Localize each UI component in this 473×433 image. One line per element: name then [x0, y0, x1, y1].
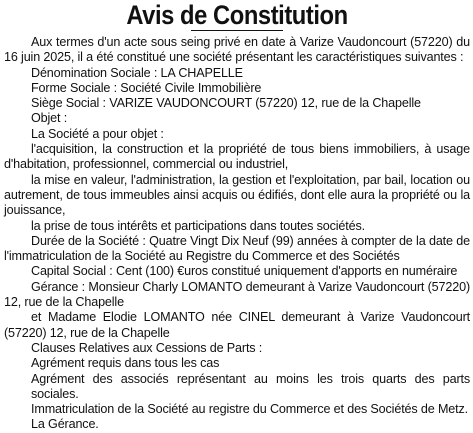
purpose-item: la prise de tous intérêts et participations dans toutes sociétés.	[31, 218, 365, 233]
transfer-clauses-heading: Clauses Relatives aux Cessions de Parts :	[31, 340, 263, 355]
registration-line: Immatriculation de la Société au registre du Commerce et des Sociétés de Metz.	[31, 402, 468, 417]
intro-paragraph: Aux termes d'un acte sous seing privé en date à Varize Vaudoncourt (57220) du 16 juin 2025, il a été constitué une société présentant les caractéristiques suivantes :	[4, 35, 470, 65]
legal-notice	[4, 0, 470, 433]
purpose-item: l'acquisition, la construction et la propriété de tous biens immobiliers, à usage d'habitation, professionnel, commercial ou industriel,	[4, 142, 470, 172]
approval-line: Agrément requis dans tous les cas	[31, 356, 220, 371]
duration-paragraph: Durée de la Société : Quatre Vingt Dix Neuf (99) années à compter de la date de l'immatriculation de la Société au Registre du Commerce et des Sociétés	[4, 233, 470, 264]
share-capital-line: Capital Social : Cent (100) €uros constitué uniquement d'apports en numéraire	[31, 264, 458, 279]
purpose-item: la mise en valeur, l'administration, la gestion et l'exploitation, par bail, location ou autrement, de tous immeubles ainsi acquis ou édifiés, dont elle aura la propriété ou la jouissance,	[4, 172, 470, 218]
co-manager-paragraph: et Madame Elodie LOMANTO née CINEL demeurant à Varize Vaudoncourt (57220) 12, rue de la Chapelle	[4, 310, 470, 340]
legal-form-line: Forme Sociale : Société Civile Immobilière	[31, 80, 262, 95]
registered-office-line: Siège Social : VARIZE VAUDONCOURT (57220) 12, rue de la Chapelle	[31, 96, 421, 111]
notice-title: Avis de Constitution	[126, 0, 348, 30]
company-name-line: Dénomination Sociale : LA CHAPELLE	[31, 65, 243, 80]
purpose-intro: La Société a pour objet :	[31, 126, 164, 141]
signature-line: La Gérance.	[31, 417, 99, 432]
purpose-heading: Objet :	[31, 111, 68, 126]
manager-paragraph: Gérance : Monsieur Charly LOMANTO demeurant à Varize Vaudoncourt (57220) 12, rue de la Chapelle	[4, 279, 470, 310]
title-underline	[191, 30, 283, 31]
notice-body	[4, 35, 470, 433]
approval-majority-line: Agrément des associés représentant au moins les trois quarts des parts sociales.	[31, 371, 470, 401]
